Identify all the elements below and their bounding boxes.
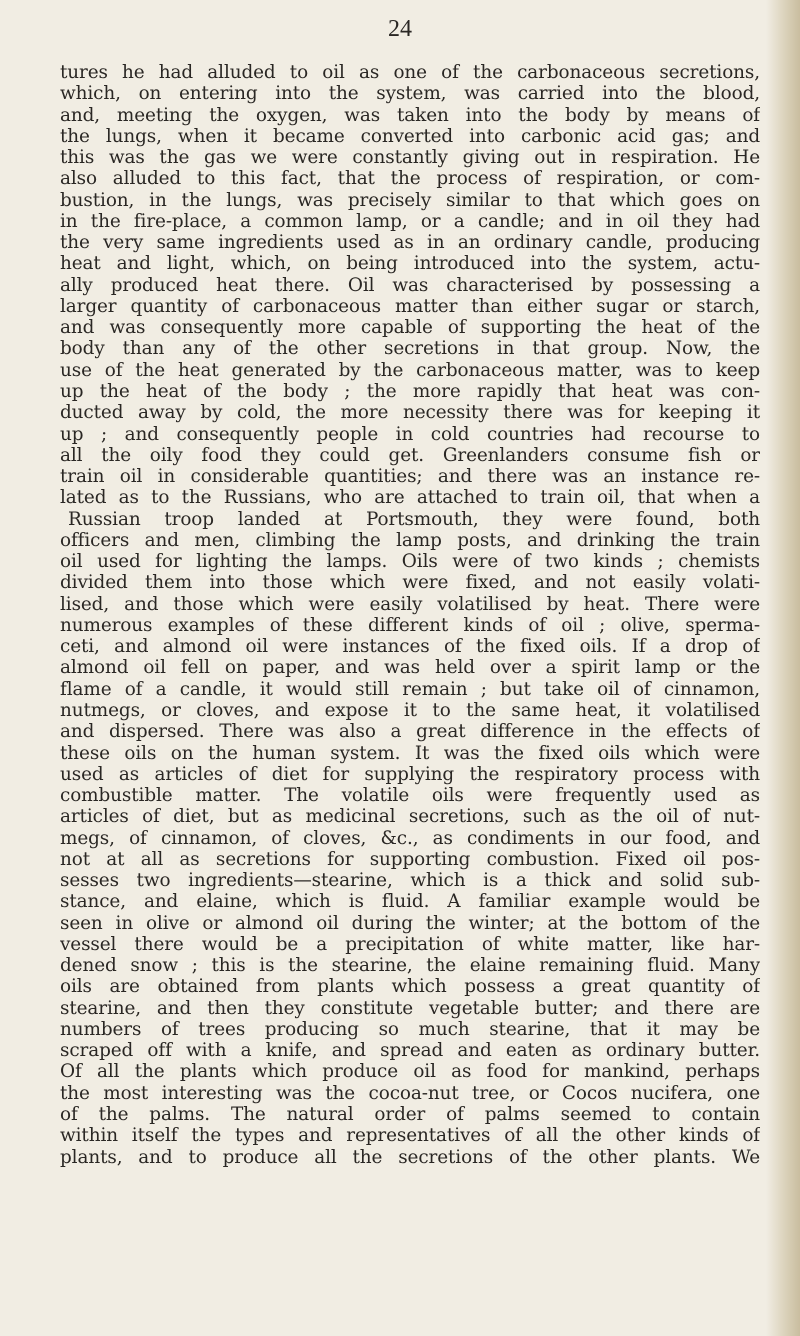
text-line: ceti, and almond oil were instances of the fixed oils. If a drop of <box>60 636 760 658</box>
text-line: not at all as secretions for supporting combustion. Fixed oil pos- <box>60 848 760 870</box>
text-line: up ; and consequently people in cold countries had recourse to <box>60 423 760 445</box>
page-number: 24 <box>388 16 412 42</box>
text-line: tures he had alluded to oil as one of the carbonaceous secretions, <box>60 62 760 83</box>
text-line: Of all the plants which produce oil as food for mankind, perhaps <box>60 1061 760 1083</box>
text-line: body than any of the other secretions in that group. Now, the <box>60 338 760 360</box>
text-line: use of the heat generated by the carbonaceous matter, was to keep <box>60 359 760 381</box>
text-line: ally produced heat there. Oil was characterised by possessing a <box>60 274 760 296</box>
text-line: oil used for lighting the lamps. Oils were of two kinds ; chemists <box>60 551 760 573</box>
text-line: numbers of trees producing so much stearine, that it may be <box>60 1018 760 1040</box>
text-line: bustion, in the lungs, was precisely similar to that which goes on <box>60 189 760 211</box>
page-edge-shadow <box>766 0 800 1336</box>
text-line: stance, and elaine, which is fluid. A familiar example would be <box>60 891 760 913</box>
text-line: almond oil fell on paper, and was held over a spirit lamp or the <box>60 657 760 679</box>
text-line: Russian troop landed at Portsmouth, they were found, both <box>68 508 760 530</box>
text-line: and dispersed. There was also a great difference in the effects of <box>60 721 760 743</box>
text-line: the very same ingredients used as in an ordinary candle, producing <box>60 232 760 254</box>
text-line: divided them into those which were fixed, and not easily volati- <box>60 572 760 594</box>
text-line: ducted away by cold, the more necessity there was for keeping it <box>60 402 760 424</box>
text-line: which, on entering into the system, was carried into the blood, <box>60 83 760 105</box>
text-line: articles of diet, but as medicinal secretions, such as the oil of nut- <box>60 806 760 828</box>
text-line: heat and light, which, on being introduced into the system, actu- <box>60 253 760 275</box>
text-line: within itself the types and representatives of all the other kinds of <box>60 1125 760 1147</box>
text-line: train oil in considerable quantities; and there was an instance re- <box>60 466 760 488</box>
text-line: lised, and those which were easily volatilised by heat. There were <box>60 593 760 615</box>
text-line: sesses two ingredients—stearine, which is a thick and solid sub- <box>60 870 760 892</box>
text-line: megs, of cinnamon, of cloves, &c., as condiments in our food, and <box>60 827 760 849</box>
text-line: combustible matter. The volatile oils were frequently used as <box>60 785 760 807</box>
text-line: all the oily food they could get. Greenlanders consume fish or <box>60 444 760 466</box>
text-line: plants, and to produce all the secretions of the other plants. We <box>60 1146 760 1168</box>
text-line: the most interesting was the cocoa-nut tree, or Cocos nucifera, one <box>60 1082 760 1104</box>
text-line: the lungs, when it became converted into carbonic acid gas; and <box>60 125 760 147</box>
text-line: seen in olive or almond oil during the winter; at the bottom of the <box>60 912 760 934</box>
text-line: vessel there would be a precipitation of white matter, like har- <box>60 933 760 955</box>
text-line: dened snow ; this is the stearine, the elaine remaining fluid. Many <box>60 955 760 977</box>
text-line: scraped off with a knife, and spread and eaten as ordinary butter. <box>60 1040 760 1062</box>
text-line: this was the gas we were constantly giving out in respiration. He <box>60 147 760 169</box>
text-line: these oils on the human system. It was the fixed oils which were <box>60 742 760 764</box>
text-line: lated as to the Russians, who are attached to train oil, that when a <box>60 487 760 509</box>
text-line: and, meeting the oxygen, was taken into the body by means of <box>60 104 760 126</box>
text-line: of the palms. The natural order of palms seemed to contain <box>60 1104 760 1126</box>
text-line: also alluded to this fact, that the process of respiration, or com- <box>60 168 760 190</box>
text-line: up the heat of the body ; the more rapidly that heat was con- <box>60 380 760 402</box>
body-text <box>60 62 760 1168</box>
text-line: officers and men, climbing the lamp posts, and drinking the train <box>60 529 760 551</box>
text-line: larger quantity of carbonaceous matter than either sugar or starch, <box>60 295 760 317</box>
text-line: nutmegs, or cloves, and expose it to the same heat, it volatilised <box>60 699 760 721</box>
text-line: used as articles of diet for supplying the respiratory process with <box>60 763 760 785</box>
text-line: oils are obtained from plants which possess a great quantity of <box>60 976 760 998</box>
text-line: and was consequently more capable of supporting the heat of the <box>60 317 760 339</box>
text-line: flame of a candle, it would still remain ; but take oil of cinnamon, <box>60 678 760 700</box>
text-line: in the fire-place, a common lamp, or a candle; and in oil they had <box>60 210 760 232</box>
text-line: numerous examples of these different kinds of oil ; olive, sperma- <box>60 614 760 636</box>
text-line: stearine, and then they constitute vegetable butter; and there are <box>60 997 760 1019</box>
